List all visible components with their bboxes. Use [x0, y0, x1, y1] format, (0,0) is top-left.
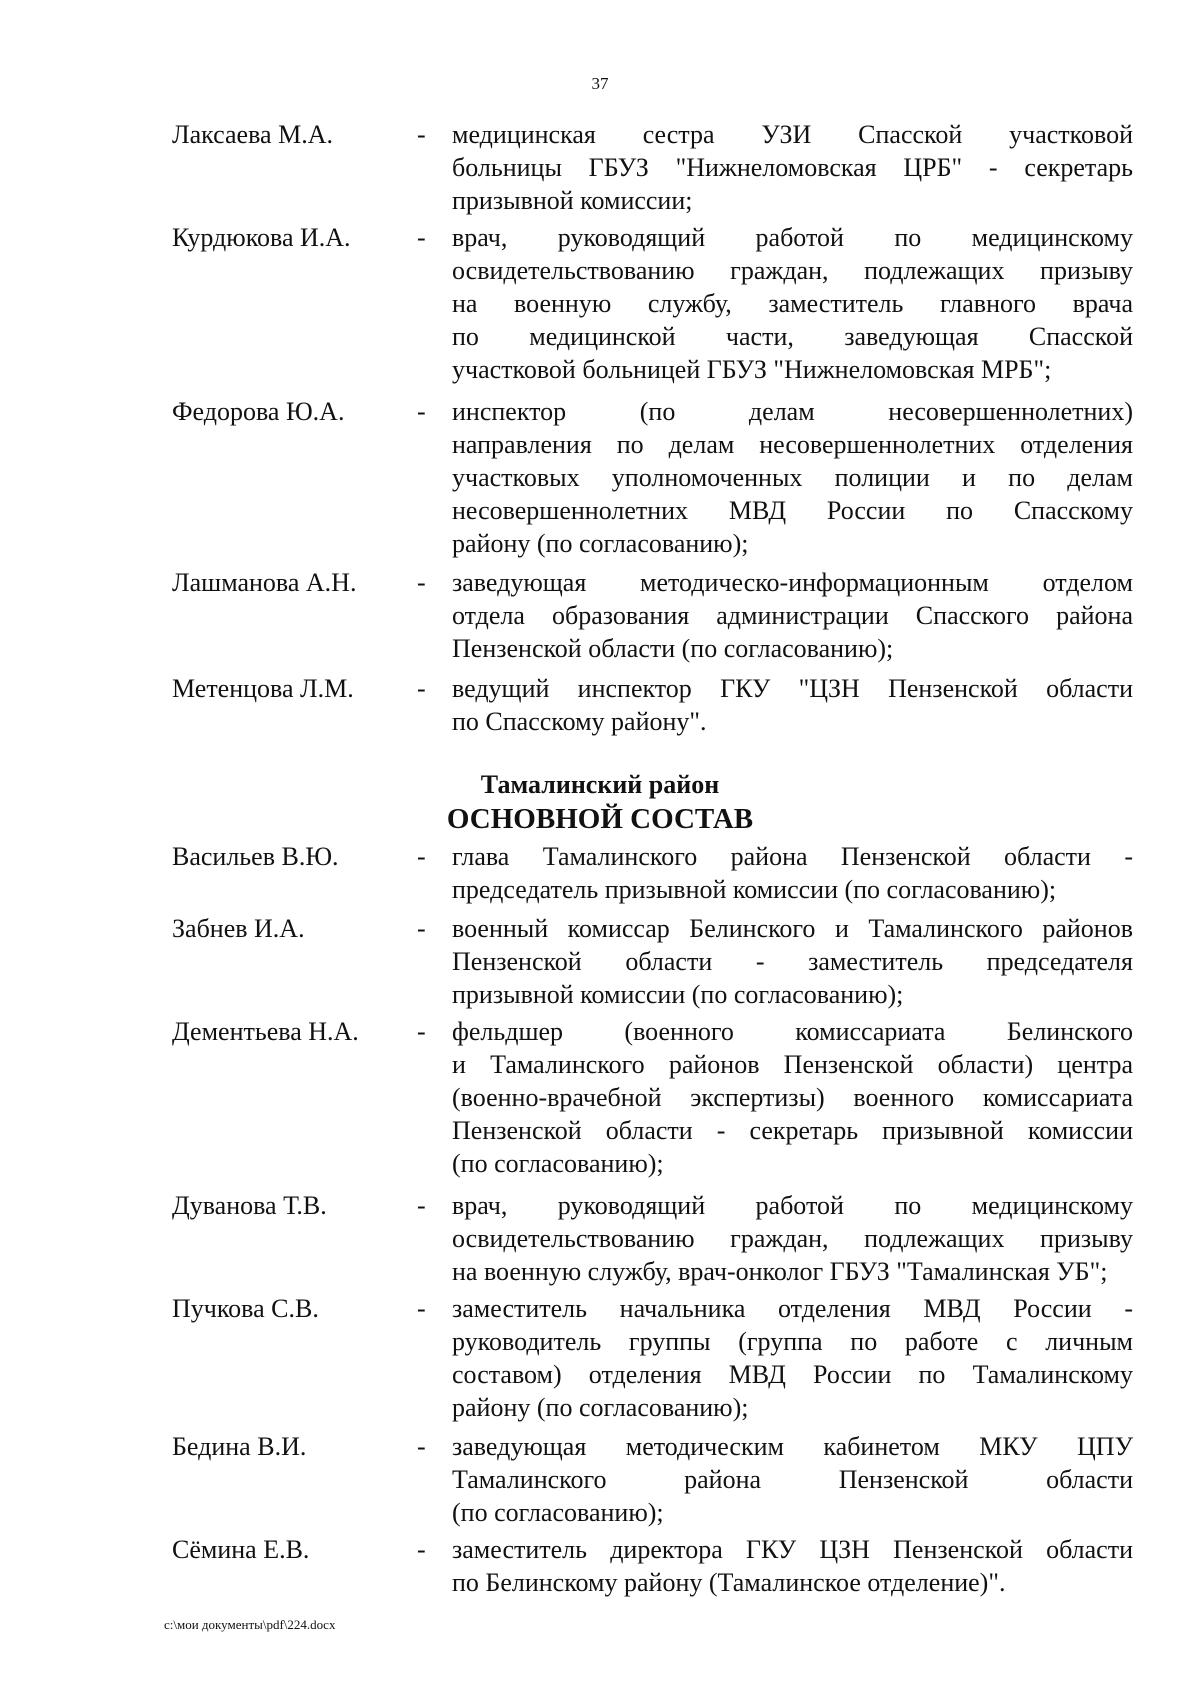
role-text-line: на военную службу, заместитель главного врача: [452, 289, 1133, 318]
member-entry: [0, 912, 1200, 1009]
member-name: Бедина В.И.: [172, 1432, 307, 1461]
role-text-line: участковых уполномоченных полиции и по делам: [452, 463, 1133, 492]
role-text-line: председатель призывной комиссии (по согласованию);: [452, 875, 1057, 904]
role-text-line: заместитель директора ГКУ ЦЗН Пензенской области: [452, 1535, 1133, 1564]
role-text-line: заместитель начальника отделения МВД России -: [452, 1294, 1133, 1323]
role-text-line: фельдшер (военного комиссариата Белинского: [452, 1017, 1133, 1046]
role-text-line: военный комиссар Белинского и Тамалинского районов: [452, 914, 1133, 943]
role-text-line: Пензенской области - секретарь призывной комиссии: [452, 1116, 1133, 1145]
page-number: 37: [591, 74, 609, 93]
member-name: Дуванова Т.В.: [172, 1191, 327, 1220]
role-text-line: направления по делам несовершеннолетних отделения: [452, 430, 1133, 459]
role-text-line: отдела образования администрации Спасского района: [452, 601, 1133, 630]
entry-dash: -: [417, 223, 426, 252]
member-role-description: [452, 1533, 1133, 1599]
role-text-line: больницы ГБУЗ "Нижнеломовская ЦРБ" - секретарь: [452, 153, 1133, 182]
role-text-line: несовершеннолетних МВД России по Спасскому: [452, 496, 1133, 525]
member-role-description: [452, 672, 1133, 738]
role-text-line: и Тамалинского районов Пензенской области) центра: [452, 1050, 1133, 1079]
member-role-description: [452, 221, 1133, 386]
member-entry: [0, 1430, 1200, 1527]
member-entry: [0, 1533, 1200, 1597]
role-text-line: освидетельствованию граждан, подлежащих призыву: [452, 256, 1133, 285]
member-entry: [0, 672, 1200, 736]
role-text-line: по Белинскому району (Тамалинское отделение)".: [452, 1568, 1006, 1597]
entry-dash: -: [417, 674, 426, 703]
role-text-line: Пензенской области (по согласованию);: [452, 634, 894, 663]
entry-dash: -: [417, 1535, 426, 1564]
member-name: Забнев И.А.: [172, 914, 305, 943]
member-entry: [0, 1189, 1200, 1286]
role-text-line: на военную службу, врач-онколог ГБУЗ "Тамалинская УБ";: [452, 1257, 1108, 1286]
entry-dash: -: [417, 397, 426, 426]
member-entry: [0, 1015, 1200, 1178]
role-text-line: (по согласованию);: [452, 1498, 664, 1527]
entry-dash: -: [417, 1191, 426, 1220]
role-text-line: призывной комиссии;: [452, 186, 693, 215]
member-name: Курдюкова И.А.: [172, 223, 351, 252]
member-role-description: [452, 912, 1133, 1011]
entry-dash: -: [417, 842, 426, 871]
role-text-line: заведующая методическим кабинетом МКУ ЦПУ: [452, 1432, 1133, 1461]
member-role-description: [452, 395, 1133, 560]
member-entry: [0, 1292, 1200, 1422]
role-text-line: врач, руководящий работой по медицинскому: [452, 223, 1133, 252]
file-path-footer: c:\мои документы\pdf\224.docx: [164, 1617, 336, 1632]
member-role-description: [452, 840, 1133, 906]
member-name: Лаксаева М.А.: [172, 120, 333, 149]
role-text-line: Тамалинского района Пензенской области: [452, 1465, 1133, 1494]
entry-dash: -: [417, 1017, 426, 1046]
member-name: Федорова Ю.А.: [172, 397, 345, 426]
role-text-line: (военно-врачебной экспертизы) военного комиссариата: [452, 1083, 1133, 1112]
section-district-title: Тамалинский район: [480, 770, 720, 799]
member-role-description: [452, 566, 1133, 665]
member-name: Пучкова С.В.: [172, 1294, 319, 1323]
member-entry: [0, 566, 1200, 663]
member-role-description: [452, 1015, 1133, 1180]
entry-dash: -: [417, 120, 426, 149]
member-name: Дементьева Н.А.: [172, 1017, 359, 1046]
member-role-description: [452, 1430, 1133, 1529]
role-text-line: (по согласованию);: [452, 1149, 664, 1178]
entry-dash: -: [417, 1432, 426, 1461]
role-text-line: Пензенской области - заместитель председателя: [452, 947, 1133, 976]
entry-dash: -: [417, 914, 426, 943]
role-text-line: руководитель группы (группа по работе с личным: [452, 1327, 1133, 1356]
role-text-line: по медицинской части, заведующая Спасской: [452, 322, 1133, 351]
member-role-description: [452, 1189, 1133, 1288]
section-heading: ОСНОВНОЙ СОСТАВ: [446, 803, 754, 835]
member-name: Лашманова А.Н.: [172, 568, 357, 597]
role-text-line: инспектор (по делам несовершеннолетних): [452, 397, 1133, 426]
member-role-description: [452, 1292, 1133, 1424]
role-text-line: составом) отделения МВД России по Тамалинскому: [452, 1360, 1133, 1389]
member-entry: [0, 221, 1200, 384]
entry-dash: -: [417, 568, 426, 597]
member-name: Васильев В.Ю.: [172, 842, 339, 871]
member-entry: [0, 840, 1200, 904]
member-entry: [0, 118, 1200, 215]
role-text-line: глава Тамалинского района Пензенской области -: [452, 842, 1133, 871]
role-text-line: ведущий инспектор ГКУ "ЦЗН Пензенской области: [452, 674, 1133, 703]
role-text-line: врач, руководящий работой по медицинскому: [452, 1191, 1133, 1220]
role-text-line: медицинская сестра УЗИ Спасской участковой: [452, 120, 1133, 149]
member-name: Сёмина Е.В.: [172, 1535, 310, 1564]
role-text-line: району (по согласованию);: [452, 529, 749, 558]
role-text-line: по Спасскому району".: [452, 707, 707, 736]
entry-dash: -: [417, 1294, 426, 1323]
member-name: Метенцова Л.М.: [172, 674, 354, 703]
role-text-line: призывной комиссии (по согласованию);: [452, 980, 904, 1009]
role-text-line: району (по согласованию);: [452, 1393, 749, 1422]
member-role-description: [452, 118, 1133, 217]
role-text-line: заведующая методическо-информационным отделом: [452, 568, 1133, 597]
role-text-line: освидетельствованию граждан, подлежащих призыву: [452, 1224, 1133, 1253]
role-text-line: участковой больницей ГБУЗ "Нижнеломовская МРБ";: [452, 355, 1052, 384]
member-entry: [0, 395, 1200, 558]
